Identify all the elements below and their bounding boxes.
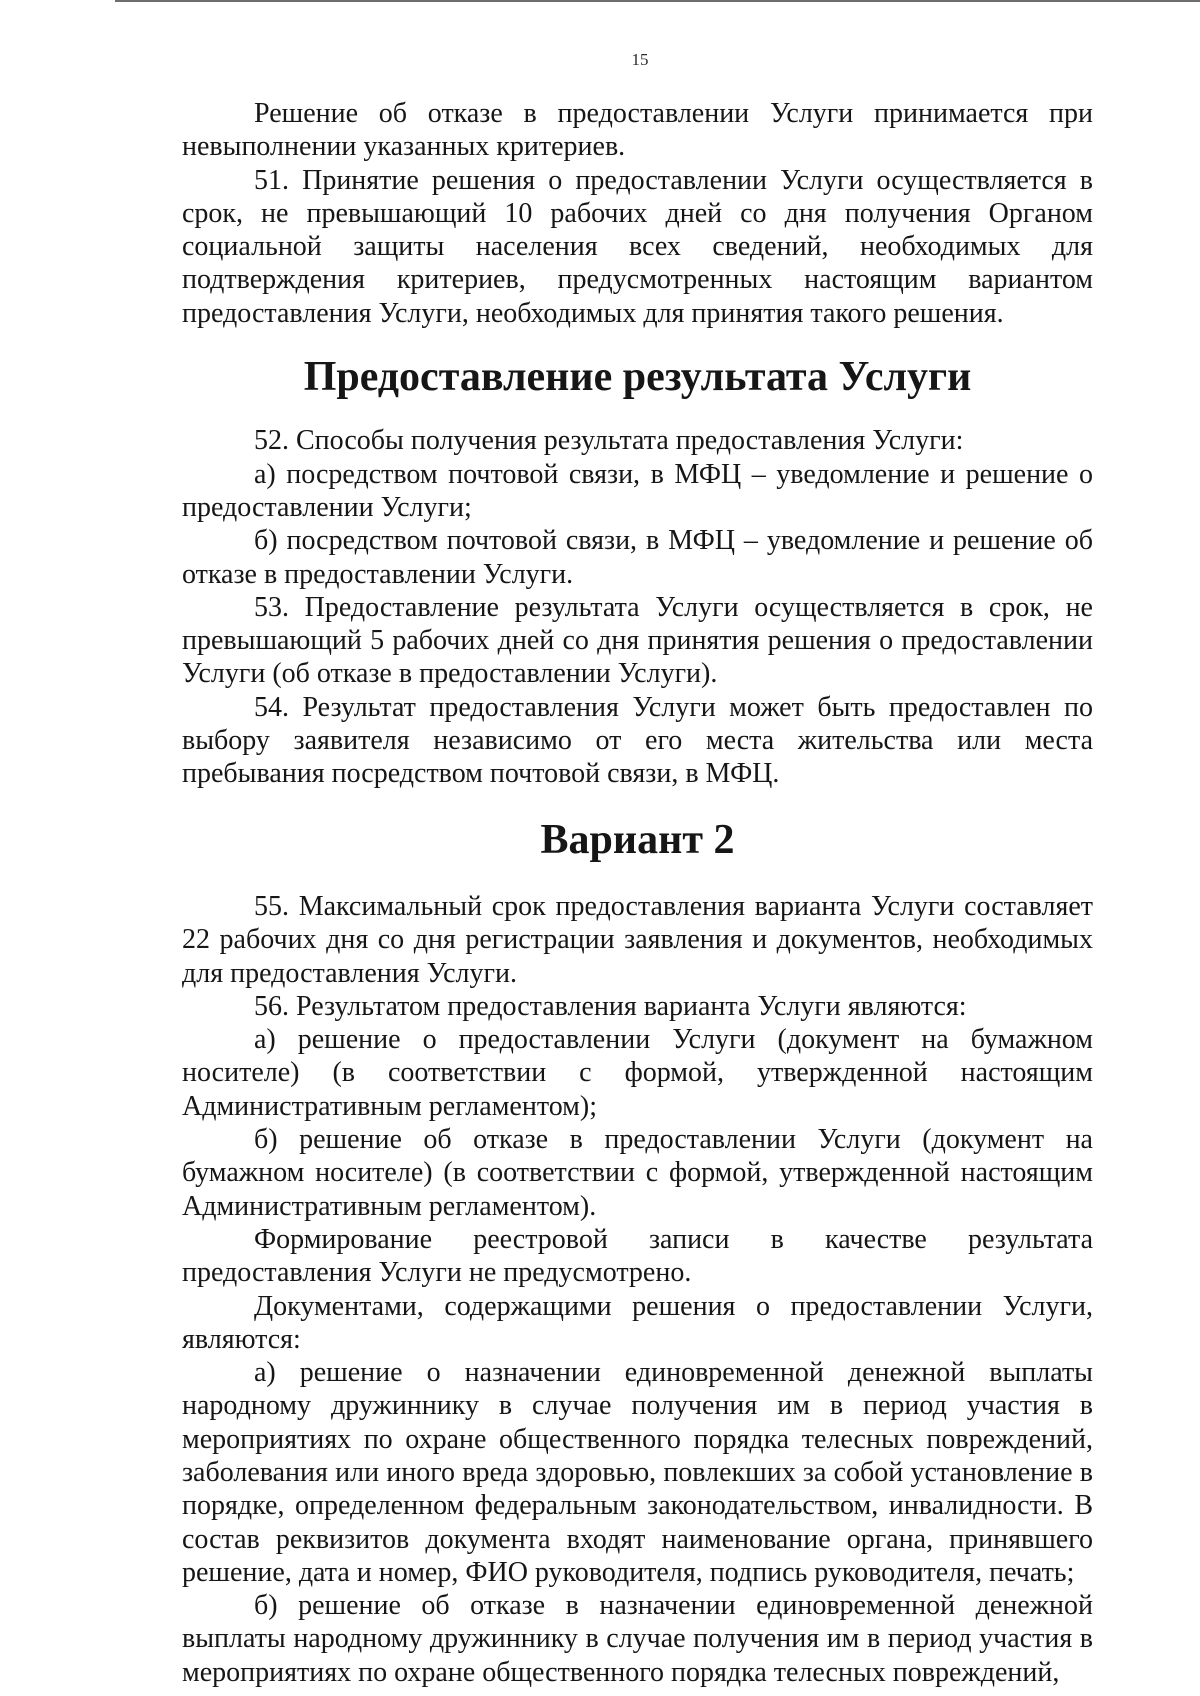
paragraph-52-a: а) посредством почтовой связи, в МФЦ – уведомление и решение о предоставлении Услуги; [182, 458, 1093, 523]
paragraph-registry-record: Формирование реестровой записи в качестве результата предоставления Услуги не предусмотрено. [182, 1223, 1093, 1289]
section-heading-result: Предоставление результата Услуги [303, 354, 972, 401]
paragraph-52: 52. Способы получения результата предоставления Услуги: [254, 425, 964, 457]
paragraph-decision-documents: Документами, содержащими решения о предоставлении Услуги, являются: [182, 1290, 1093, 1355]
paragraph-56-b: б) решение об отказе в предоставлении Услуги (документ на бумажном носителе) (в соответствии с формой, утвержденной настоящим Административным регламентом). [182, 1124, 1093, 1222]
document-body [182, 97, 1093, 1689]
paragraph-51: 51. Принятие решения о предоставлении Услуги осуществляется в срок, не превышающий 10 рабочих дней со дня получения Органом социальной защиты населения всех сведений, необходимых для подтверждения критериев, предусмотренных настоящим вариантом предоставления Услуги, необходимых для принятия такого решения. [182, 164, 1093, 329]
paragraph-56-a: а) решение о предоставлении Услуги (документ на бумажном носителе) (в соответствии с формой, утвержденной настоящим Административным регламентом); [182, 1024, 1093, 1122]
paragraph-56: 56. Результатом предоставления варианта Услуги являются: [254, 990, 967, 1022]
scan-top-edge-line [115, 0, 1200, 2]
page-number: 15 [631, 50, 649, 69]
paragraph-documents-a: а) решение о назначении единовременной денежной выплаты народному дружиннику в случае получения им в период участия в мероприятиях по охране общественного порядка телесных повреждений, заболевания или иного вреда здоровью, повлекших за собой установление в порядке, определенном федеральным законодательством, инвалидности. В состав реквизитов документа входят наименование органа, принявшего решение, дата и номер, ФИО руководителя, подпись руководителя, печать; [182, 1357, 1093, 1588]
paragraph-refusal-criteria: Решение об отказе в предоставлении Услуги принимается при невыполнении указанных критериев. [182, 98, 1093, 163]
section-heading-variant-2: Вариант 2 [540, 816, 735, 863]
paragraph-54: 54. Результат предоставления Услуги может быть предоставлен по выбору заявителя независимо от его места жительства или места пребывания посредством почтовой связи, в МФЦ. [182, 691, 1093, 790]
paragraph-53: 53. Предоставление результата Услуги осуществляется в срок, не превышающий 5 рабочих дней со дня принятия решения о предоставлении Услуги (об отказе в предоставлении Услуги). [182, 591, 1093, 690]
paragraph-55: 55. Максимальный срок предоставления варианта Услуги составляет 22 рабочих дня со дня регистрации заявления и документов, необходимых для предоставления Услуги. [182, 890, 1093, 989]
paragraph-documents-b: б) решение об отказе в назначении единовременной денежной выплаты народному дружиннику в случае получения им в период участия в мероприятиях по охране общественного порядка телесных повреждений, [182, 1590, 1093, 1688]
paragraph-52-b: б) посредством почтовой связи, в МФЦ – уведомление и решение об отказе в предоставлении Услуги. [182, 525, 1093, 590]
